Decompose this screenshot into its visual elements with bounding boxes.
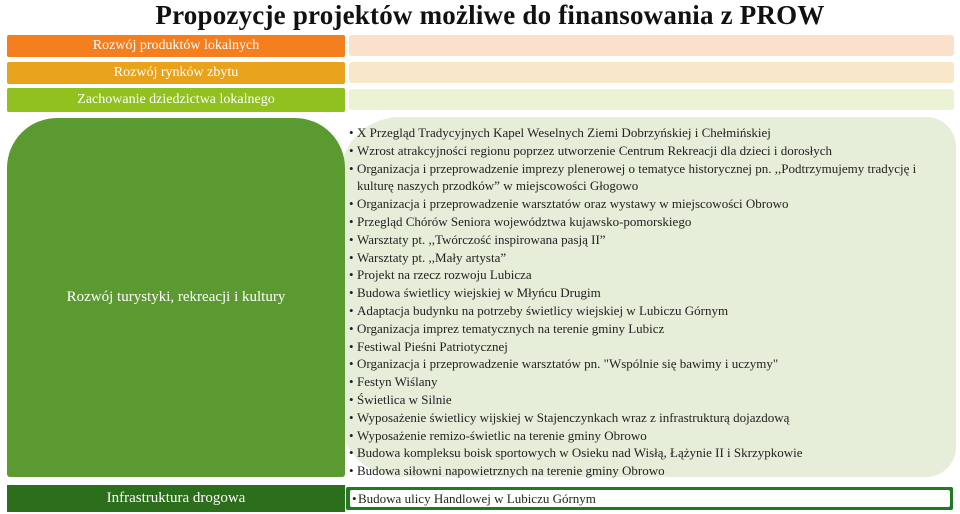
- list-item: • Wzrost atrakcyjności regionu poprzez utworzenie Centrum Rekreacji dla dzieci i dorosłych: [349, 142, 949, 160]
- tourism-project-list: [349, 124, 949, 480]
- list-item: • Budowa świetlicy wiejskiej w Młyńcu Drugim: [349, 284, 949, 302]
- list-item: • Warsztaty pt. ,,Mały artysta”: [349, 249, 949, 267]
- heritage-content-bar: [349, 89, 954, 110]
- list-item: • Świetlica w Silnie: [349, 391, 949, 409]
- category-tourism: [7, 118, 345, 477]
- list-item: • Adaptacja budynku na potrzeby świetlicy wiejskiej w Lubiczu Górnym: [349, 302, 949, 320]
- list-item: • Organizacja imprez tematycznych na terenie gminy Lubicz: [349, 320, 949, 338]
- category-label: Zachowanie dziedzictwa lokalnego: [77, 92, 275, 107]
- list-item: • Wyposażenie remizo-świetlic na terenie gminy Obrowo: [349, 427, 949, 445]
- category-local-products: [7, 35, 345, 57]
- list-item: • Organizacja i przeprowadzenie warsztatów oraz wystawy w miejscowości Obrowo: [349, 195, 949, 213]
- category-label: Rozwój produktów lokalnych: [92, 38, 260, 53]
- category-infrastructure: [7, 485, 345, 512]
- list-item: • Wyposażenie świetlicy wijskiej w Stajenczynkach wraz z infrastrukturą dojazdową: [349, 409, 949, 427]
- list-item: • Projekt na rzecz rozwoju Lubicza: [349, 266, 949, 284]
- list-item: • Organizacja i przeprowadzenie imprezy plenerowej o tematyce historycznej pn. ,,Podtrzymujemy tradycję i kulturę naszych przodków” w miejscowości Głogowo: [349, 160, 949, 196]
- list-item: • Budowa kompleksu boisk sportowych w Osieku nad Wisłą, Łążynie II i Skrzypkowie: [349, 444, 949, 462]
- category-label: Rozwój rynków zbytu: [113, 65, 239, 80]
- list-item: • Festyn Wiślany: [349, 373, 949, 391]
- list-item: • Budowa siłowni napowietrznych na terenie gminy Obrowo: [349, 462, 949, 480]
- category-label: Infrastruktura drogowa: [106, 490, 246, 506]
- infrastructure-item: • Budowa ulicy Handlowej w Lubiczu Górnym: [350, 490, 950, 507]
- list-item: • Festiwal Pieśni Patriotycznej: [349, 338, 949, 356]
- category-heritage: [7, 88, 345, 112]
- markets-content-bar: [349, 62, 954, 83]
- page-title: Propozycje projektów możliwe do finansowania z PROW: [155, 0, 825, 30]
- local-products-content-bar: [349, 35, 954, 56]
- list-item: • Przegląd Chórów Seniora województwa kujawsko-pomorskiego: [349, 213, 949, 231]
- list-item: • X Przegląd Tradycyjnych Kapel Weselnych Ziemi Dobrzyńskiej i Chełmińskiej: [349, 124, 949, 142]
- list-item: • Warsztaty pt. ,,Twórczość inspirowana pasją II”: [349, 231, 949, 249]
- list-item: • Organizacja i przeprowadzenie warsztatów pn. "Wspólnie się bawimy i uczymy": [349, 355, 949, 373]
- category-markets: [7, 62, 345, 84]
- category-label: Rozwój turystyki, rekreacji i kultury: [66, 289, 286, 305]
